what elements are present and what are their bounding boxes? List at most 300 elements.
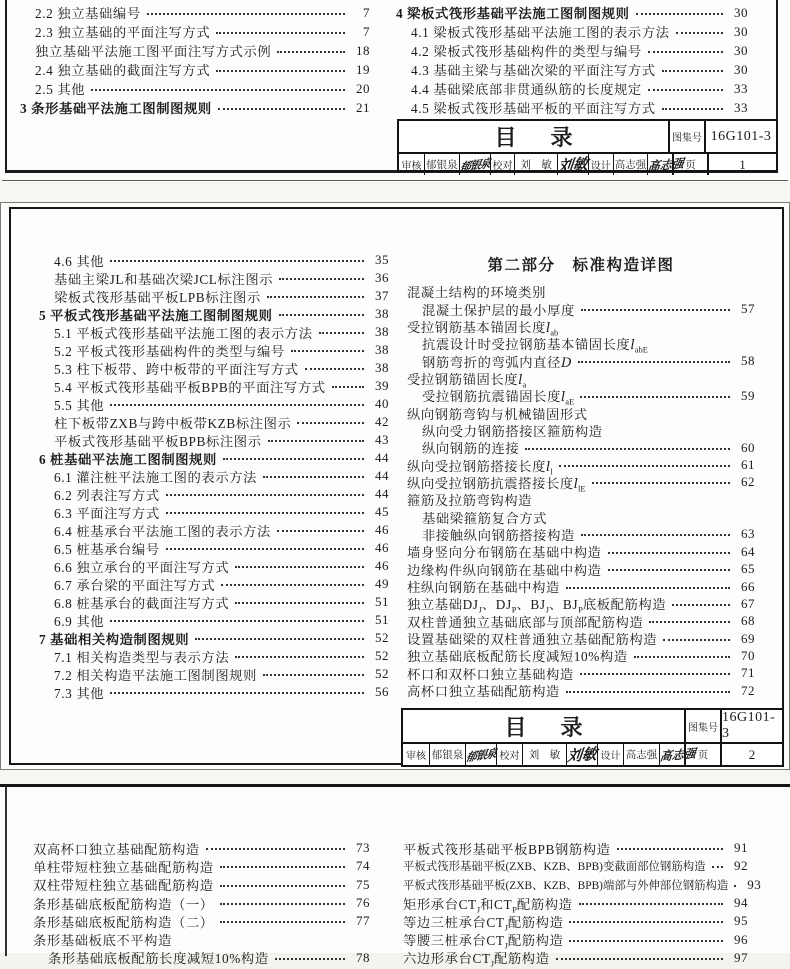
toc-entry — [407, 439, 755, 456]
toc-page-number: 30 — [734, 42, 748, 58]
toc-entry — [39, 575, 389, 593]
toc-page-number: 39 — [375, 378, 389, 393]
toc-page-number: 38 — [375, 360, 389, 375]
toc-entry — [407, 335, 755, 355]
toc-entry — [39, 395, 389, 413]
dot-leader — [305, 368, 364, 370]
toc-column-right — [396, 3, 748, 117]
toc-page-number: 95 — [734, 913, 748, 929]
toc-entry — [407, 283, 755, 300]
toc-entry-text: 4.5 梁板式筏形基础平板的平面注写方式 — [411, 101, 656, 116]
toc-page-number: 46 — [375, 522, 389, 537]
toc-entry — [39, 611, 389, 629]
toc-entry — [407, 318, 755, 338]
toc-page-number: 94 — [734, 895, 748, 911]
dot-leader — [220, 885, 345, 887]
proofreader-label: 校对 — [496, 744, 522, 765]
reviewer-label: 审核 — [401, 161, 422, 172]
toc-entry — [396, 3, 748, 22]
toc-page-number: 97 — [734, 949, 748, 965]
toc-entry — [39, 269, 389, 287]
toc-entry — [403, 894, 748, 915]
toc-entry-text: 平板式筏形基础平板(ZXB、KZB、BPB)端部与外伸部位钢筋构造 — [403, 879, 729, 892]
toc-entry — [33, 912, 370, 930]
toc-page-number: 44 — [375, 468, 389, 483]
page-number: 2 — [720, 744, 782, 765]
dot-leader — [277, 51, 345, 53]
toc-entry-text: 5.3 柱下板带、跨中板带的平面注写方式 — [54, 361, 299, 377]
toc-entry — [33, 876, 370, 894]
toc-entry — [403, 839, 748, 857]
toc-page-number: 30 — [734, 23, 748, 39]
toc-entry-text: 受拉钢筋基本锚固长度$l_{ab}$ — [407, 319, 559, 338]
dot-leader — [319, 332, 364, 334]
toc-entry — [39, 305, 389, 323]
toc-entry-text: 矩形承台$CT_J$和$CT_P$配筋构造 — [403, 896, 573, 915]
dot-leader — [297, 422, 364, 424]
page-edge-line — [5, 0, 7, 171]
toc-page-number: 56 — [375, 684, 389, 699]
dot-leader — [608, 552, 730, 554]
toc-page-number: 46 — [375, 558, 389, 573]
toc-page-number: 33 — [734, 99, 748, 115]
toc-page-number: 30 — [734, 61, 748, 77]
toc-entry-text: 4 梁板式筏形基础平法施工图制图规则 — [396, 6, 630, 21]
toc-page-number: 18 — [356, 42, 370, 58]
toc-entry-text: 3 条形基础平法施工图制图规则 — [20, 101, 212, 116]
toc-entry-text: 箍筋及拉筋弯钩构造 — [407, 493, 533, 509]
dot-leader — [220, 921, 345, 923]
toc-entry — [407, 526, 755, 543]
toc-page-number: 72 — [741, 682, 755, 698]
toc-entry-text: 6.2 列表注写方式 — [54, 487, 160, 503]
toc-page-number: 67 — [741, 595, 755, 611]
proofreader-signature: 刘敏 — [566, 746, 598, 766]
toc-page-number: 70 — [741, 647, 755, 663]
designer-name: 高志强 — [623, 744, 659, 765]
toc-page-number: 69 — [741, 630, 755, 646]
toc-entry-text: 2.2 独立基础编号 — [35, 6, 141, 21]
dot-leader — [580, 396, 730, 398]
dot-leader — [581, 534, 730, 536]
toc-entry-text: 4.4 基础梁底部非贯通纵筋的长度规定 — [411, 82, 642, 97]
toc-entry — [39, 431, 389, 449]
toc-page-number: 38 — [375, 324, 389, 339]
toc-entry-text: 6.8 桩基承台的截面注写方式 — [54, 595, 230, 611]
dot-leader — [662, 108, 723, 110]
toc-entry — [20, 79, 370, 98]
toc-page-number: 91 — [734, 840, 748, 856]
toc-entry-text: 混凝土保护层的最小厚度 — [422, 302, 575, 318]
toc-entry-text: 双柱普通独立基础底部与顶部配筋构造 — [407, 614, 644, 630]
dot-leader — [216, 70, 345, 72]
toc-entry-text: 等边三桩承台$CT_J$配筋构造 — [403, 914, 564, 933]
toc-page-number: 61 — [741, 457, 755, 473]
toc-entry — [407, 630, 755, 647]
dot-leader — [147, 13, 345, 15]
toc-entry-text: 杯口和双杯口独立基础构造 — [407, 666, 574, 682]
page-label: 页 — [684, 744, 720, 765]
toc-entry-text: 7.1 相关构造类型与表示方法 — [54, 649, 230, 665]
toc-entry-text: 受拉钢筋抗震锚固长度$l_{aE}$ — [422, 389, 575, 407]
designer-label: 设计 — [597, 744, 623, 765]
toc-entry — [407, 508, 755, 525]
proofreader-name: 刘 敏 — [514, 154, 556, 175]
toc-entry-text: 钢筋弯折的弯弧内直径D — [422, 354, 572, 371]
dot-leader — [636, 13, 723, 15]
toc-entry — [33, 839, 370, 857]
toc-entry — [407, 682, 755, 699]
toc-entry-text: 6.7 承台梁的平面注写方式 — [54, 577, 216, 593]
dot-leader — [267, 296, 364, 298]
toc-entry-text: 5 平板式筏形基础平法施工图制图规则 — [39, 307, 273, 323]
toc-entry — [403, 857, 748, 875]
dot-leader — [195, 638, 364, 640]
dot-leader — [648, 89, 723, 91]
toc-entry-text: 设置基础梁的双柱普通独立基础配筋构造 — [407, 632, 658, 648]
toc-page-number: 52 — [375, 666, 389, 681]
toc-entry-text: 5.2 平板式筏形基础构件的类型与编号 — [54, 343, 285, 359]
toc-entry-text: 5.1 平板式筏形基础平法施工图的表示方法 — [54, 325, 313, 341]
toc-entry — [39, 647, 389, 665]
dot-leader — [279, 278, 364, 280]
toc-page-number: 93 — [747, 876, 762, 892]
toc-column-right — [403, 839, 762, 969]
dot-leader — [235, 656, 364, 658]
toc-entry — [403, 912, 748, 933]
toc-entry-text: 纵向钢筋弯钩与机械锚固形式 — [407, 406, 588, 422]
toc-entry — [20, 22, 370, 41]
reviewer-name: 郁银泉 — [429, 744, 465, 765]
dot-leader — [275, 958, 345, 960]
toc-entry — [407, 404, 755, 421]
toc-page-number: 71 — [741, 665, 755, 681]
toc-entry-text: 5.4 平板式筏形基础平板BPB的平面注写方式 — [54, 379, 326, 395]
toc-page-number: 33 — [734, 80, 748, 96]
toc-entry-text: 柱纵向钢筋在基础中构造 — [407, 580, 560, 596]
toc-entry — [407, 595, 755, 616]
dot-leader — [223, 458, 364, 460]
toc-page-number: 20 — [356, 80, 370, 96]
toc-page-number: 59 — [741, 387, 755, 403]
toc-column-left — [20, 3, 370, 117]
toc-entry-text: 平板式筏形基础平板BPB标注图示 — [54, 433, 262, 449]
designer-signature: 高志强 — [659, 746, 697, 764]
dot-leader — [569, 940, 723, 942]
dot-leader — [263, 674, 364, 676]
toc-entry — [407, 422, 755, 439]
toc-entry — [407, 474, 755, 494]
toc-page-number: 76 — [356, 895, 370, 911]
reviewer-label: 审核 — [406, 751, 426, 762]
toc-entry-text: 纵向钢筋的连接 — [422, 441, 520, 457]
page2 — [0, 202, 790, 770]
toc-entry — [39, 377, 389, 395]
toc-page-number: 7 — [363, 23, 370, 39]
dot-leader — [206, 848, 345, 850]
dot-leader — [91, 89, 345, 91]
toc-entry-text: 6.3 平面注写方式 — [54, 505, 160, 521]
toc-column-left — [39, 251, 389, 701]
toc-page-number: 64 — [741, 543, 755, 559]
toc-entry — [403, 876, 762, 894]
toc-entry — [20, 41, 370, 60]
toc-page-number: 37 — [375, 288, 389, 303]
toc-entry — [407, 613, 755, 630]
toc-page-number: 36 — [375, 270, 389, 285]
dot-leader — [580, 673, 730, 675]
toc-entry — [407, 300, 755, 317]
dot-leader — [291, 350, 364, 352]
dot-leader — [166, 494, 364, 496]
toc-entry — [396, 60, 748, 79]
toc-entry — [39, 629, 389, 647]
dot-leader — [235, 566, 364, 568]
designer-name: 高志强 — [613, 154, 648, 175]
proofreader-signature: 刘敏 — [556, 156, 589, 176]
toc-entry-text: 2.5 其他 — [35, 82, 86, 97]
toc-entry — [396, 98, 748, 117]
toc-title: 目 录 — [494, 125, 579, 150]
toc-page-number: 52 — [375, 648, 389, 663]
toc-page-number: 7 — [363, 4, 370, 20]
toc-entry — [39, 521, 389, 539]
dot-leader — [279, 314, 364, 316]
dot-leader — [663, 639, 730, 641]
dot-leader — [277, 530, 364, 532]
toc-entry — [20, 60, 370, 79]
toc-entry — [39, 593, 389, 611]
toc-page-number: 60 — [741, 439, 755, 455]
dot-leader — [220, 866, 345, 868]
dot-leader — [221, 584, 364, 586]
toc-entry — [39, 413, 389, 431]
reviewer-signature: 郁银泉 — [464, 747, 497, 764]
toc-entry-text: 独立基础平法施工图平面注写方式示例 — [35, 44, 272, 59]
dot-leader — [566, 691, 730, 693]
toc-page-number: 21 — [356, 99, 370, 115]
proofreader-name: 刘 敏 — [522, 744, 566, 765]
dot-leader — [566, 587, 730, 589]
atlas-number: 16G101-3 — [720, 710, 782, 742]
toc-entry-text: 条形基础底板配筋长度减短10%构造 — [48, 951, 269, 967]
dot-leader — [216, 32, 345, 34]
toc-entry — [39, 341, 389, 359]
dot-leader — [166, 512, 364, 514]
toc-entry — [39, 683, 389, 701]
page-number: 1 — [707, 154, 776, 175]
toc-entry — [407, 387, 755, 407]
toc-entry-text: 高杯口独立基础配筋构造 — [407, 684, 560, 700]
toc-page-number: 44 — [375, 450, 389, 465]
page-label: 页 — [672, 154, 707, 175]
toc-page-number: 66 — [741, 578, 755, 594]
dot-leader — [579, 903, 723, 905]
toc-entry — [407, 491, 755, 508]
toc-entry-text: 5.5 其他 — [54, 397, 105, 413]
dot-leader — [676, 32, 723, 34]
toc-entry-text: 抗震设计时受拉钢筋基本锚固长度$l_{abE}$ — [422, 337, 648, 355]
dot-leader — [110, 692, 364, 694]
toc-page-number: 38 — [375, 306, 389, 321]
page1-fragment — [0, 0, 790, 182]
toc-entry — [39, 557, 389, 575]
toc-entry-text: 2.3 独立基础的平面注写方式 — [35, 25, 211, 40]
title-block-page1 — [397, 119, 778, 176]
toc-page-number: 19 — [356, 61, 370, 77]
page-edge-line — [5, 787, 7, 956]
toc-page-number: 75 — [356, 876, 370, 892]
toc-entry — [39, 251, 389, 269]
toc-entry-text: 4.2 梁板式筏形基础构件的类型与编号 — [411, 44, 642, 59]
toc-entry — [39, 503, 389, 521]
proofreader-label: 校对 — [490, 154, 515, 175]
toc-entry — [407, 456, 755, 477]
reviewer-signature: 郁银泉 — [458, 157, 491, 174]
dot-leader — [110, 404, 364, 406]
toc-entry — [407, 578, 755, 595]
toc-page-number: 49 — [375, 576, 389, 591]
toc-entry-text: 双柱带短柱独立基础配筋构造 — [33, 878, 214, 894]
toc-entry-text: 墙身竖向分布钢筋在基础中构造 — [407, 545, 602, 561]
toc-entry — [39, 665, 389, 683]
dot-leader — [268, 440, 364, 442]
dot-leader — [648, 51, 723, 53]
toc-entry — [33, 894, 370, 912]
toc-entry-text: 4.6 其他 — [54, 253, 105, 269]
toc-entry-text: 独立基础$DJ_J$、$DJ_P$、$BJ_J$、$BJ_P$底板配筋构造 — [407, 597, 667, 616]
toc-entry — [39, 539, 389, 557]
dot-leader — [235, 602, 364, 604]
toc-entry-text: 基础梁箍筋复合方式 — [422, 510, 548, 526]
toc-page-number: 58 — [741, 353, 755, 369]
toc-entry — [407, 543, 755, 560]
toc-entry-text: 柱下板带ZXB与跨中板带KZB标注图示 — [54, 415, 292, 431]
page-edge-line — [2, 180, 788, 181]
toc-page-number: 35 — [375, 252, 389, 267]
toc-entry — [39, 485, 389, 503]
dot-leader — [649, 621, 730, 623]
dot-leader — [592, 482, 730, 484]
toc-entry — [403, 930, 748, 951]
dot-leader — [263, 476, 364, 478]
toc-entry-text: 双高杯口独立基础配筋构造 — [33, 841, 200, 857]
toc-entry-text: 纵向受力钢筋搭接区箍筋构造 — [422, 423, 603, 439]
toc-entry-text: 6.9 其他 — [54, 613, 105, 629]
toc-entry — [39, 449, 389, 467]
toc-page-number: 74 — [356, 858, 370, 874]
toc-entry-text: 六边形承台$CT_J$配筋构造 — [403, 951, 550, 969]
reviewer-name: 郁银泉 — [424, 154, 459, 175]
toc-entry — [20, 98, 370, 117]
toc-page-number: 30 — [734, 4, 748, 20]
toc-page-number: 92 — [734, 858, 748, 874]
toc-page-number: 46 — [375, 540, 389, 555]
toc-page-number: 51 — [375, 594, 389, 609]
toc-entry-text: 非接触纵向钢筋搭接构造 — [422, 527, 575, 543]
toc-entry — [396, 22, 748, 41]
toc-page-number: 65 — [741, 561, 755, 577]
dot-leader — [332, 386, 364, 388]
title-block-page2 — [401, 708, 784, 767]
dot-leader — [110, 260, 364, 262]
toc-page-number: 73 — [356, 840, 370, 856]
toc-page-number: 62 — [741, 474, 755, 490]
toc-entry — [39, 467, 389, 485]
toc-entry-text: 6.5 桩基承台编号 — [54, 541, 160, 557]
toc-column-right — [407, 283, 755, 699]
toc-entry-text: 6.4 桩基承台平法施工图的表示方法 — [54, 523, 271, 539]
dot-leader — [672, 604, 730, 606]
toc-entry-text: 条形基础底板配筋构造（二） — [33, 914, 214, 930]
atlas-number: 16G101-3 — [704, 121, 776, 152]
toc-page-number: 68 — [741, 613, 755, 629]
atlas-label: 图集号 — [668, 121, 704, 152]
toc-entry-text: 单柱带短柱独立基础配筋构造 — [33, 859, 214, 875]
toc-page-number: 40 — [375, 396, 389, 411]
toc-entry-text: 纵向受拉钢筋搭接长度$l_l$ — [407, 458, 553, 477]
dot-leader — [734, 885, 736, 887]
toc-entry — [33, 857, 370, 875]
toc-column-left — [33, 839, 370, 967]
toc-entry — [20, 3, 370, 22]
toc-entry — [407, 647, 755, 664]
toc-page-number: 77 — [356, 913, 370, 929]
dot-leader — [578, 361, 730, 363]
atlas-label: 图集号 — [684, 710, 720, 742]
toc-entry-text: 边缘构件纵向钢筋在基础中构造 — [407, 562, 602, 578]
toc-entry-text: 7.3 其他 — [54, 685, 105, 701]
toc-entry-text: 平板式筏形基础平板BPB钢筋构造 — [403, 841, 611, 857]
toc-entry-text: 平板式筏形基础平板(ZXB、KZB、BPB)变截面部位钢筋构造 — [403, 861, 706, 874]
toc-entry-text: 6.6 独立承台的平面注写方式 — [54, 559, 230, 575]
dot-leader — [634, 656, 730, 658]
designer-label: 设计 — [588, 154, 613, 175]
toc-page-number: 96 — [734, 931, 748, 947]
toc-entry-text: 受拉钢筋锚固长度$l_a$ — [407, 371, 527, 390]
toc-entry — [39, 359, 389, 377]
dot-leader — [166, 548, 364, 550]
toc-entry-text: 基础主梁JL和基础次梁JCL标注图示 — [54, 271, 274, 287]
designer-signature: 高志强 — [647, 156, 686, 174]
toc-page-number: 63 — [741, 526, 755, 542]
toc-entry-text: 梁板式筏形基础平板LPB标注图示 — [54, 289, 261, 305]
toc-entry-text: 等腰三桩承台$CT_J$配筋构造 — [403, 933, 564, 951]
toc-entry — [407, 370, 755, 390]
toc-entry — [39, 287, 389, 305]
dot-leader — [569, 921, 723, 923]
dot-leader — [712, 866, 724, 868]
toc-entry-text: 4.1 梁板式筏形基础平法施工图的表示方法 — [411, 25, 670, 40]
toc-entry-text: 2.4 独立基础的截面注写方式 — [35, 63, 211, 78]
toc-entry — [33, 930, 370, 948]
section-header: 第二部分 标准构造详图 — [487, 257, 675, 274]
toc-entry-text: 7.2 相关构造平法施工图制图规则 — [54, 667, 258, 683]
toc-page-number: 78 — [356, 949, 370, 965]
toc-entry — [33, 949, 370, 967]
dot-leader — [662, 70, 723, 72]
toc-page-number: 43 — [375, 432, 389, 447]
dot-leader — [581, 309, 730, 311]
toc-entry-text: 独立基础底板配筋长度减短10%构造 — [407, 649, 628, 665]
toc-page-number: 45 — [375, 504, 389, 519]
toc-entry-text: 条形基础板底不平构造 — [33, 933, 172, 949]
toc-entry — [407, 561, 755, 578]
toc-page-number: 57 — [741, 301, 755, 317]
dot-leader — [608, 569, 730, 571]
dot-leader — [556, 958, 723, 960]
dot-leader — [220, 903, 345, 905]
